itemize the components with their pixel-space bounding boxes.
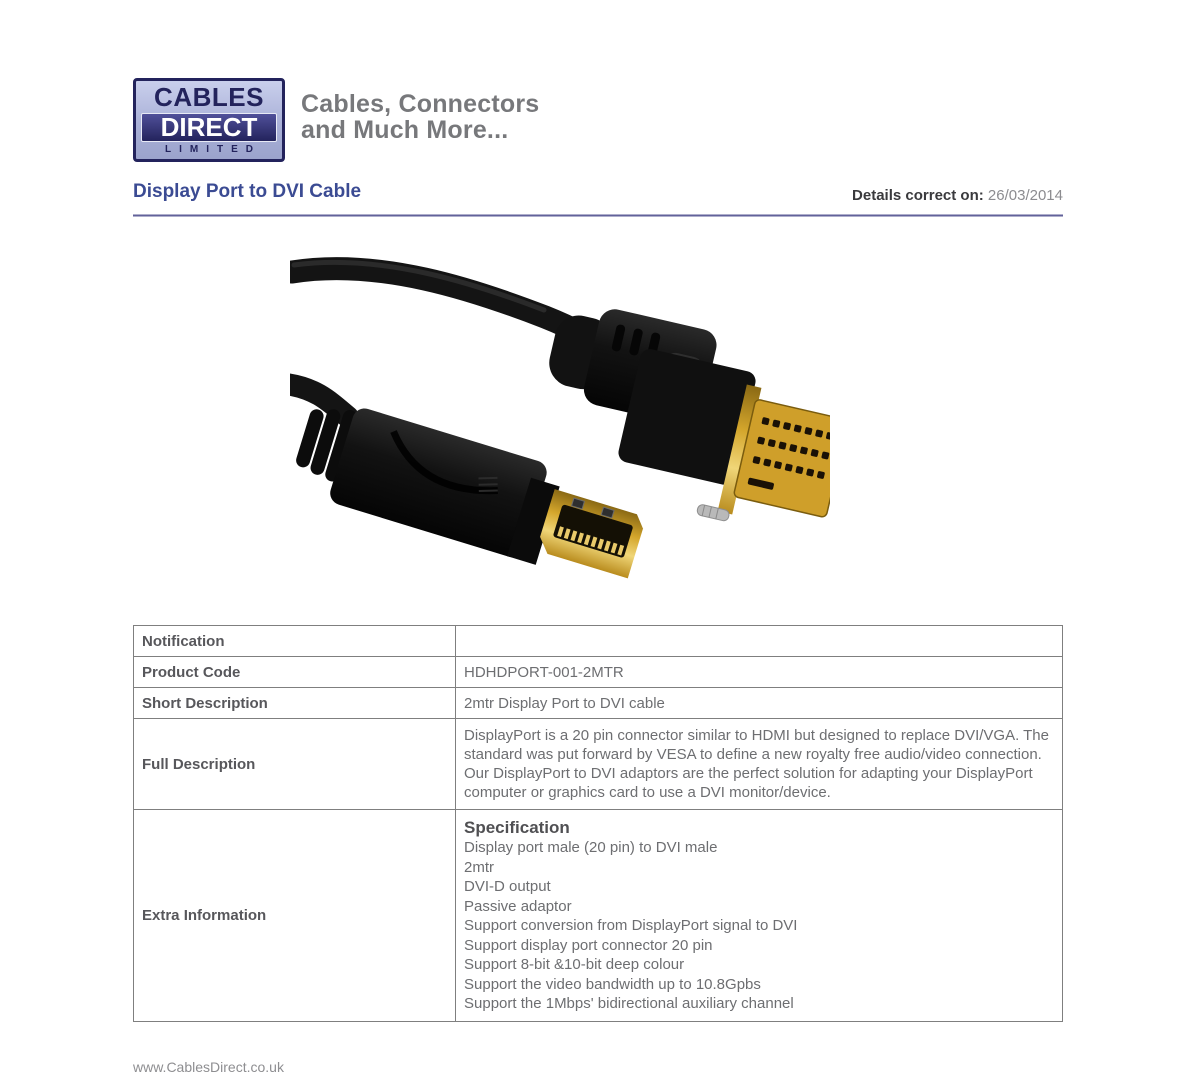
logo-cables-text: CABLES [154,82,264,112]
specification-line: Support 8-bit &10-bit deep colour [464,956,685,973]
table-row [134,810,1063,1022]
row-label: Extra Information [134,810,456,1022]
table-row [134,688,1063,719]
footer-url: www.CablesDirect.co.uk [133,1059,284,1075]
product-photo [290,252,830,597]
specification-line: DVI-D output [464,878,551,895]
specification-heading: Specification [464,818,570,837]
row-value [456,626,1063,657]
table-row [134,626,1063,657]
row-value [456,810,1063,1022]
page-title: Display Port to DVI Cable [133,181,362,202]
header-rule [133,214,1063,217]
full-description-text [464,726,1054,802]
specification-line: Display port male (20 pin) to DVI male [464,839,718,856]
specification-line: Passive adaptor [464,897,572,915]
details-label: Details correct on: [852,187,984,204]
row-value [456,719,1063,810]
logo-limited-text: LIMITED [165,143,261,155]
row-value: 2mtr Display Port to DVI cable [456,688,1063,719]
specification-line: 2mtr [464,858,494,876]
row-label: Notification [134,626,456,657]
specification-line: Support the video bandwidth up to 10.8Gpbs [464,975,761,993]
displayport-to-dvi-cable-illustration [290,252,830,597]
description-paragraph: DisplayPort is a 20 pin connector similar to HDMI but designed to replace DVI/VGA. The standard was put forward by VESA to define a new royalty free audio/video connection. [464,727,1049,763]
displayport-connector [290,393,653,592]
cables-direct-logo [133,78,285,162]
description-paragraph: Our DisplayPort to DVI adaptors are the perfect solution for adapting your DisplayPort computer or graphics card to use a DVI monitor/device. [464,765,1033,801]
tagline-line1: Cables, Connectors [301,90,540,118]
logo-direct-text: DIRECT [141,113,277,142]
row-label: Product Code [134,657,456,688]
company-tagline [301,91,539,143]
specification-line: Support display port connector 20 pin [464,936,713,954]
specification-line: Support the 1Mbps' bidirectional auxiliary channel [464,995,794,1012]
specification-list [464,838,1054,1014]
row-value: HDHDPORT-001-2MTR [456,657,1063,688]
table-row [134,657,1063,688]
specification-line: Support conversion from DisplayPort signal to DVI [464,917,798,934]
row-label: Full Description [134,719,456,810]
table-row [134,719,1063,810]
product-spec-table [133,625,1063,1022]
row-label: Short Description [134,688,456,719]
tagline-line2: and Much More... [301,116,509,144]
details-date: 26/03/2014 [987,187,1063,204]
details-correct-on [852,187,1063,204]
